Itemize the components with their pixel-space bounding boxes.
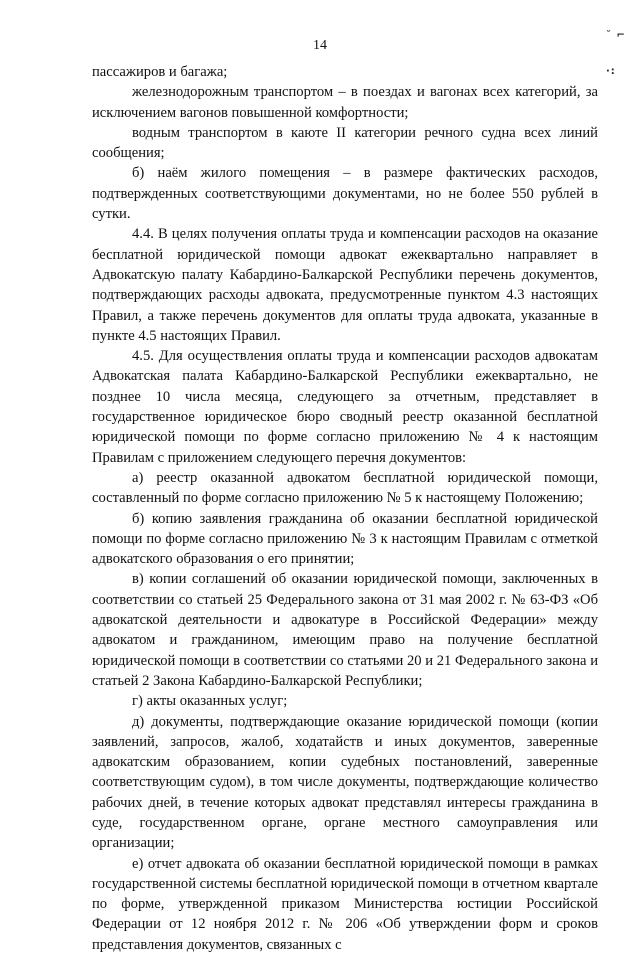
document-body (92, 62, 598, 955)
paragraph: б) копию заявления гражданина об оказании бесплатной юридической помощи по форме согласно приложению № 3 к настоящим Правилам с отметкой адвокатского образования о его принятии; (92, 510, 598, 568)
scan-mark-mid: ·: (606, 66, 616, 77)
paragraph: в) копии соглашений об оказании юридической помощи, заключенных в соответствии со статьей 25 Федерального закона от 31 мая 2002 г. № 63-ФЗ «Об адвокатской деятельности и адвокатуре в Российской Федерации» между адвокатом и гражданином, имеющим право на получение бесплатной юридической помощи в соответствии со статьями 20 и 21 Федерального закона и статьей 2 Закона Кабардино-Балкарской Республики; (92, 571, 598, 689)
page-number: 14 (313, 38, 327, 53)
paragraph: 4.5. Для осуществления оплаты труда и компенсации расходов адвокатам Адвокатская палата Кабардино-Балкарской Республики ежеквартально, не позднее 10 числа месяца, следующего за отчетным, представляет в государственное юридическое бюро сводный реестр оказанной бесплатной юридической помощи по форме согласно приложению № 4 к настоящим Правилам с приложением следующего перечня документов: (92, 348, 598, 466)
paragraph: 4.4. В целях получения оплаты труда и компенсации расходов на оказание бесплатной юридической помощи адвокат ежеквартально направляет в Адвокатскую палату Кабардино-Балкарской Республики перечень документов, подтверждающих расходы адвоката, предусмотренные пунктом 4.3 настоящих Правил, а также перечень документов для оплаты труда адвоката, указанные в пункте 4.5 настоящих Правил. (92, 226, 598, 344)
paragraph: г) акты оказанных услуг; (132, 693, 288, 710)
paragraph: водным транспортом в каюте II категории речного судна всех линий сообщения; (92, 124, 598, 162)
paragraph: а) реестр оказанной адвокатом бесплатной юридической помощи, составленный по форме согласно приложению № 5 к настоящему Положению; (92, 469, 598, 507)
paragraph: д) документы, подтверждающие оказание юридической помощи (копии заявлений, запросов, жалоб, ходатайств и иных документов, заверенные адвокатским образованием, копии судебных постановлений, заверенные соответствующим судом), в том числе документы, подтверждающие количество рабочих дней, в течение которых адвокат представлял интересы гражданина в суде, государственном органе, органе местного самоуправления или организации; (92, 713, 598, 852)
paragraph: б) наём жилого помещения – в размере фактических расходов, подтвержденных соответствующими документами, но не более 550 рублей в сутки. (92, 165, 598, 223)
scan-mark-top: ˘ ⌐ (606, 30, 626, 41)
paragraph: пассажиров и багажа; (92, 64, 228, 80)
paragraph: е) отчет адвоката об оказании бесплатной юридической помощи в рамках государственной системы бесплатной юридической помощи в отчетном квартале по форме, утвержденной приказом Министерства юстиции Российской Федерации от 12 ноября 2012 г. № 206 «Об утверждении форм и сроков представления документов, связанных с (92, 855, 598, 953)
paragraph: железнодорожным транспортом – в поездах и вагонах всех категорий, за исключением вагонов повышенной комфортности; (92, 84, 598, 121)
